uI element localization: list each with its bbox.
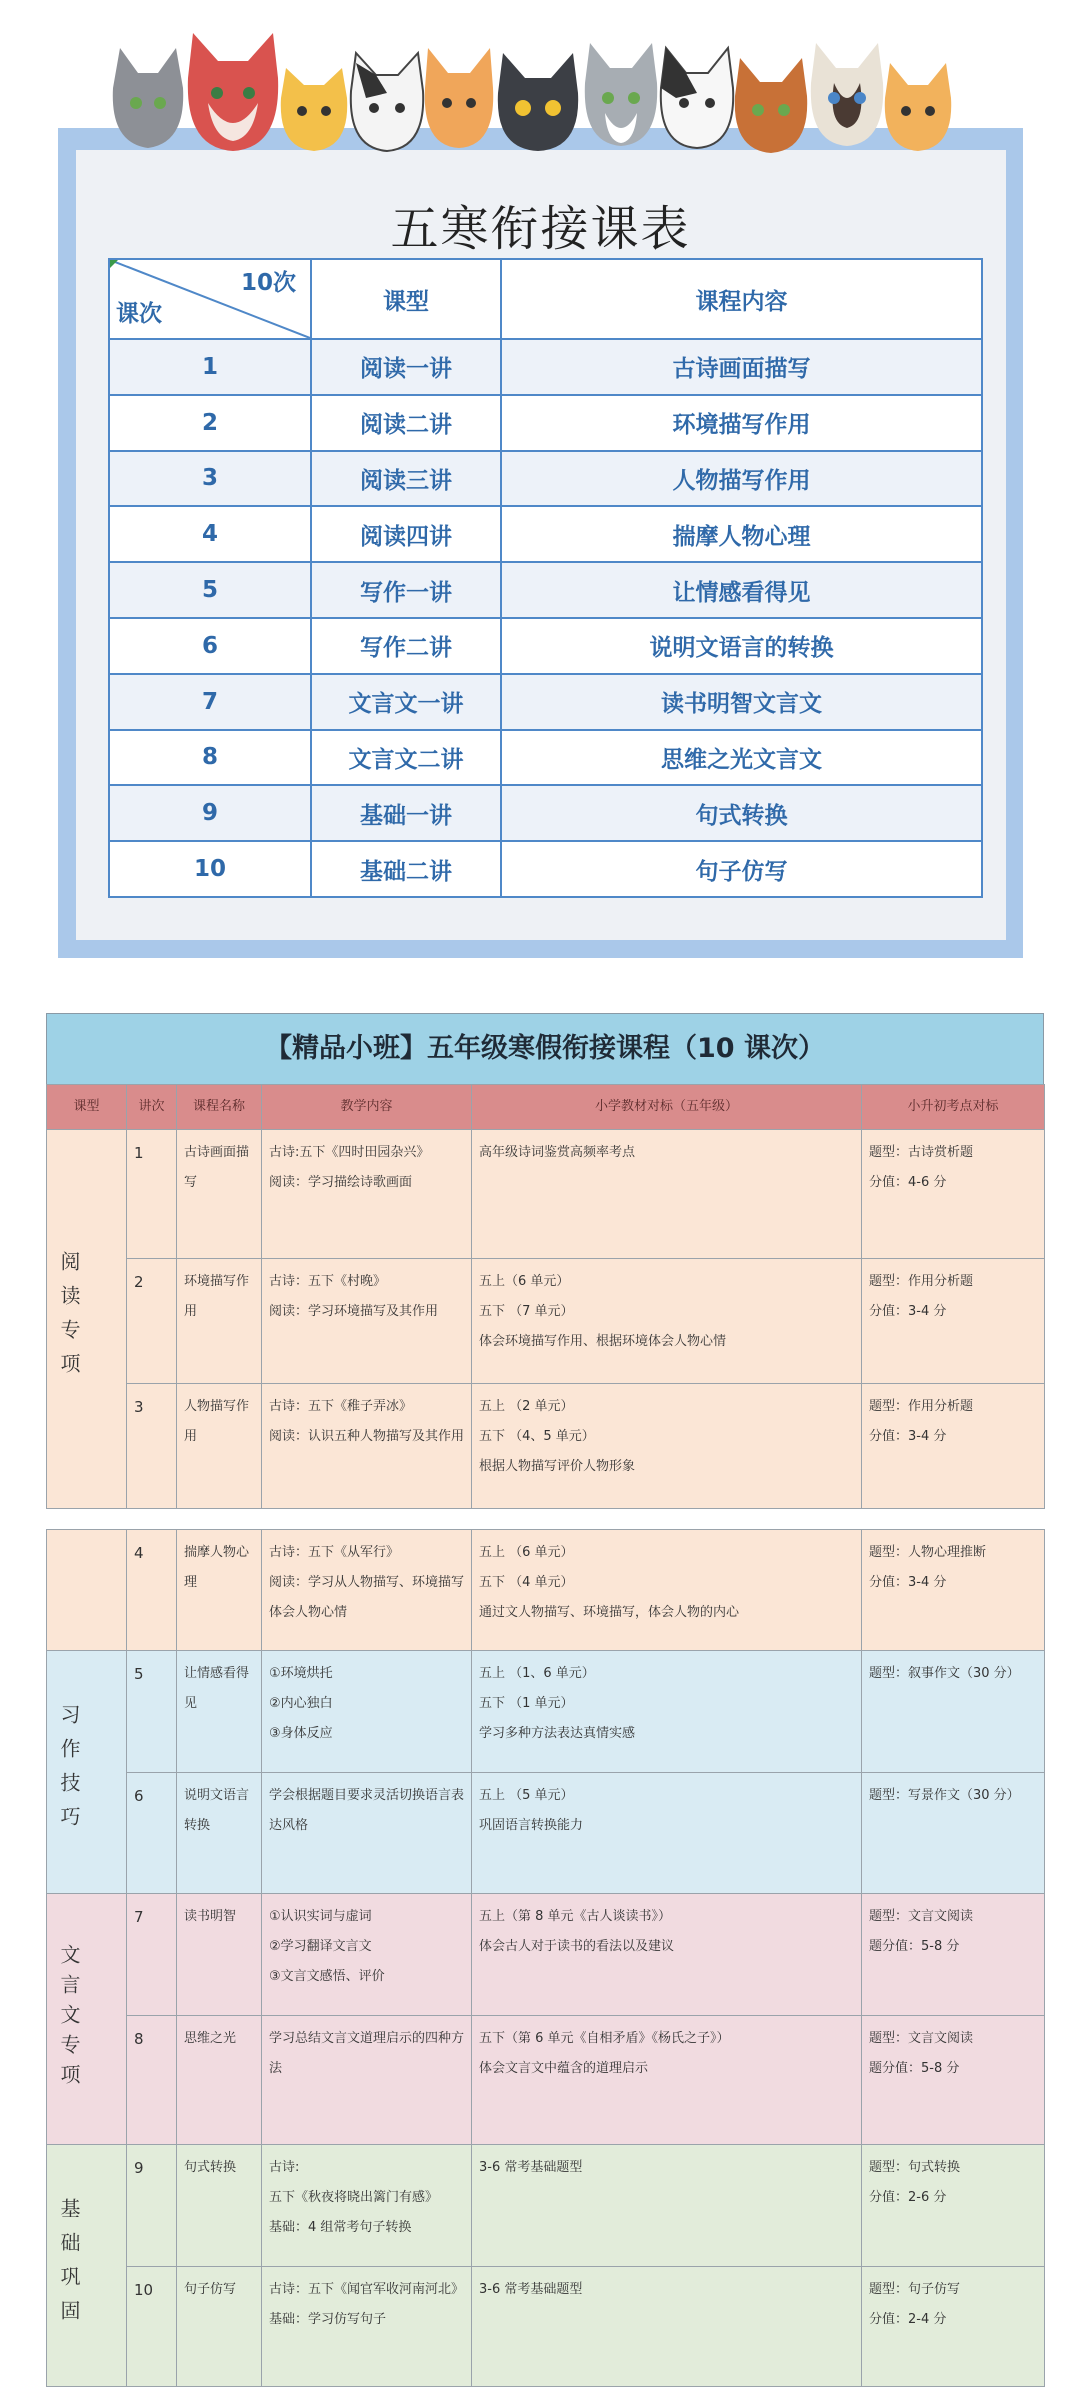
session-number: 7: [109, 674, 311, 730]
textbook-mapping: 五上（第 8 单元《古人谈读书》） 体会古人对于读书的看法以及建议: [472, 1894, 862, 2016]
course-row: [47, 1530, 1045, 1651]
schedule-table: [108, 258, 983, 898]
lecture-number: 3: [127, 1384, 177, 1509]
cat-11-icon: [885, 63, 951, 151]
course-name: 读书明智: [177, 1894, 262, 2016]
exam-mapping: 题型：人物心理推断 分值：3-4 分: [862, 1530, 1045, 1651]
session-type: 阅读三讲: [311, 451, 501, 507]
session-content: 人物描写作用: [501, 451, 982, 507]
course-row: [47, 1259, 1045, 1384]
session-type: 写作一讲: [311, 562, 501, 618]
session-type: 文言文一讲: [311, 674, 501, 730]
teaching-content: ①认识实词与虚词 ②学习翻译文言文 ③文言文感悟、评价: [262, 1894, 472, 2016]
session-number: 6: [109, 618, 311, 674]
session-number: 5: [109, 562, 311, 618]
course-name: 古诗画面描写: [177, 1130, 262, 1259]
textbook-mapping: 高年级诗词鉴赏高频率考点: [472, 1130, 862, 1259]
exam-mapping: 题型：句子仿写 分值：2-4 分: [862, 2267, 1045, 2387]
schedule-row: [109, 339, 982, 395]
header-course-name: 课程名称: [177, 1085, 262, 1130]
textbook-mapping: 五上（6 单元） 五下 （7 单元） 体会环境描写作用、根据环境体会人物心情: [472, 1259, 862, 1384]
cartoon-cats-icon: [108, 28, 968, 158]
course-name: 环境描写作用: [177, 1259, 262, 1384]
session-content: 环境描写作用: [501, 395, 982, 451]
schedule-row: [109, 674, 982, 730]
exam-mapping: 题型：句式转换 分值：2-6 分: [862, 2145, 1045, 2267]
textbook-mapping: 五下（第 6 单元《自相矛盾》《杨氏之子》） 体会文言文中蕴含的道理启示: [472, 2016, 862, 2145]
header-session-label: 课次: [116, 301, 162, 327]
cat-8-icon: [661, 48, 733, 148]
schedule-row: [109, 841, 982, 897]
course-title: 【精品小班】五年级寒假衔接课程（10 课次）: [46, 1013, 1044, 1084]
lecture-number: 6: [127, 1773, 177, 1894]
teaching-content: ①环境烘托 ②内心独白 ③身体反应: [262, 1651, 472, 1773]
course-name: 揣摩人物心理: [177, 1530, 262, 1651]
cat-1-icon: [113, 48, 183, 148]
session-type: 基础二讲: [311, 841, 501, 897]
lecture-number: 10: [127, 2267, 177, 2387]
teaching-content: 古诗: 五下《秋夜将晓出篱门有感》 基础：4 组常考句子转换: [262, 2145, 472, 2267]
lecture-number: 1: [127, 1130, 177, 1259]
schedule-row: [109, 451, 982, 507]
schedule-row: [109, 562, 982, 618]
category-classical: 文言文专项: [47, 1894, 127, 2145]
header-exam: 小升初考点对标: [862, 1085, 1045, 1130]
schedule-row: [109, 395, 982, 451]
cat-9-icon: [735, 58, 807, 153]
cat-6-icon: [498, 53, 578, 151]
cat-3-icon: [281, 68, 347, 151]
session-type: 文言文二讲: [311, 730, 501, 786]
course-name: 让情感看得见: [177, 1651, 262, 1773]
session-content: 读书明智文言文: [501, 674, 982, 730]
course-row: [47, 1894, 1045, 2016]
session-number: 3: [109, 451, 311, 507]
cat-2-icon: [188, 33, 278, 151]
header-lecture: 讲次: [127, 1085, 177, 1130]
lecture-number: 9: [127, 2145, 177, 2267]
header-content: 课程内容: [501, 259, 982, 339]
session-content: 句式转换: [501, 785, 982, 841]
exam-mapping: 题型：古诗赏析题 分值：4-6 分: [862, 1130, 1045, 1259]
schedule-header-row: [109, 259, 982, 339]
lecture-number: 4: [127, 1530, 177, 1651]
schedule-row: [109, 785, 982, 841]
teaching-content: 古诗：五下《闻官军收河南河北》 基础：学习仿写句子: [262, 2267, 472, 2387]
course-table-part2: [46, 1529, 1045, 2387]
session-number: 10: [109, 841, 311, 897]
session-type: 阅读二讲: [311, 395, 501, 451]
course-name: 思维之光: [177, 2016, 262, 2145]
header-textbook: 小学教材对标（五年级）: [472, 1085, 862, 1130]
course-row: [47, 2016, 1045, 2145]
teaching-content: 学会根据题目要求灵活切换语言表达风格: [262, 1773, 472, 1894]
category-basic: 基础巩固: [47, 2145, 127, 2387]
course-row: [47, 1773, 1045, 1894]
textbook-mapping: 五上 （1、6 单元） 五下 （1 单元） 学习多种方法表达真情实感: [472, 1651, 862, 1773]
header-count-label: 10次: [240, 270, 296, 296]
header-type: 课型: [311, 259, 501, 339]
textbook-mapping: 3-6 常考基础题型: [472, 2267, 862, 2387]
session-number: 4: [109, 506, 311, 562]
cat-4-icon: [351, 53, 423, 151]
cat-5-icon: [425, 48, 493, 148]
teaching-content: 学习总结文言文道理启示的四种方法: [262, 2016, 472, 2145]
exam-mapping: 题型：作用分析题 分值：3-4 分: [862, 1259, 1045, 1384]
session-content: 句子仿写: [501, 841, 982, 897]
header-category: 课型: [47, 1085, 127, 1130]
session-number: 2: [109, 395, 311, 451]
course-name: 句子仿写: [177, 2267, 262, 2387]
session-content: 让情感看得见: [501, 562, 982, 618]
course-row: [47, 1130, 1045, 1259]
session-content: 思维之光文言文: [501, 730, 982, 786]
header-teaching: 教学内容: [262, 1085, 472, 1130]
session-type: 写作二讲: [311, 618, 501, 674]
session-content: 古诗画面描写: [501, 339, 982, 395]
category-reading-continued: [47, 1530, 127, 1651]
textbook-mapping: 五上 （5 单元） 巩固语言转换能力: [472, 1773, 862, 1894]
course-section: [46, 1013, 1044, 2387]
teaching-content: 古诗：五下《从军行》 阅读：学习从人物描写、环境描写体会人物心情: [262, 1530, 472, 1651]
lecture-number: 8: [127, 2016, 177, 2145]
course-name: 说明文语言转换: [177, 1773, 262, 1894]
schedule-title: 五寒衔接课表: [390, 201, 691, 257]
textbook-mapping: 3-6 常考基础题型: [472, 2145, 862, 2267]
teaching-content: 古诗:五下《四时田园杂兴》 阅读：学习描绘诗歌画面: [262, 1130, 472, 1259]
course-row: [47, 2267, 1045, 2387]
lecture-number: 5: [127, 1651, 177, 1773]
schedule-row: [109, 730, 982, 786]
cat-7-icon: [585, 43, 657, 146]
course-row: [47, 2145, 1045, 2267]
exam-mapping: 题型：叙事作文（30 分）: [862, 1651, 1045, 1773]
lecture-number: 2: [127, 1259, 177, 1384]
course-header-row: [47, 1085, 1045, 1130]
teaching-content: 古诗：五下《稚子弄冰》 阅读：认识五种人物描写及其作用: [262, 1384, 472, 1509]
session-number: 9: [109, 785, 311, 841]
exam-mapping: 题型：文言文阅读 题分值：5-8 分: [862, 2016, 1045, 2145]
teaching-content: 古诗：五下《村晚》 阅读：学习环境描写及其作用: [262, 1259, 472, 1384]
cat-10-icon: [811, 43, 883, 146]
session-type: 阅读四讲: [311, 506, 501, 562]
category-reading: 阅读专项: [47, 1130, 127, 1509]
category-writing: 习作技巧: [47, 1651, 127, 1894]
exam-mapping: 题型：文言文阅读 题分值：5-8 分: [862, 1894, 1045, 2016]
diagonal-header-cell: [109, 259, 311, 339]
session-content: 说明文语言的转换: [501, 618, 982, 674]
exam-mapping: 题型：写景作文（30 分）: [862, 1773, 1045, 1894]
textbook-mapping: 五上 （2 单元） 五下 （4、5 单元） 根据人物描写评价人物形象: [472, 1384, 862, 1509]
course-table-part1: [46, 1084, 1045, 1509]
schedule-row: [109, 618, 982, 674]
session-number: 1: [109, 339, 311, 395]
course-row: [47, 1384, 1045, 1509]
session-content: 揣摩人物心理: [501, 506, 982, 562]
session-type: 基础一讲: [311, 785, 501, 841]
course-name: 人物描写作用: [177, 1384, 262, 1509]
exam-mapping: 题型：作用分析题 分值：3-4 分: [862, 1384, 1045, 1509]
session-type: 阅读一讲: [311, 339, 501, 395]
course-row: [47, 1651, 1045, 1773]
textbook-mapping: 五上 （6 单元） 五下 （4 单元） 通过文人物描写、环境描写，体会人物的内心: [472, 1530, 862, 1651]
lecture-number: 7: [127, 1894, 177, 2016]
course-name: 句式转换: [177, 2145, 262, 2267]
session-number: 8: [109, 730, 311, 786]
schedule-row: [109, 506, 982, 562]
